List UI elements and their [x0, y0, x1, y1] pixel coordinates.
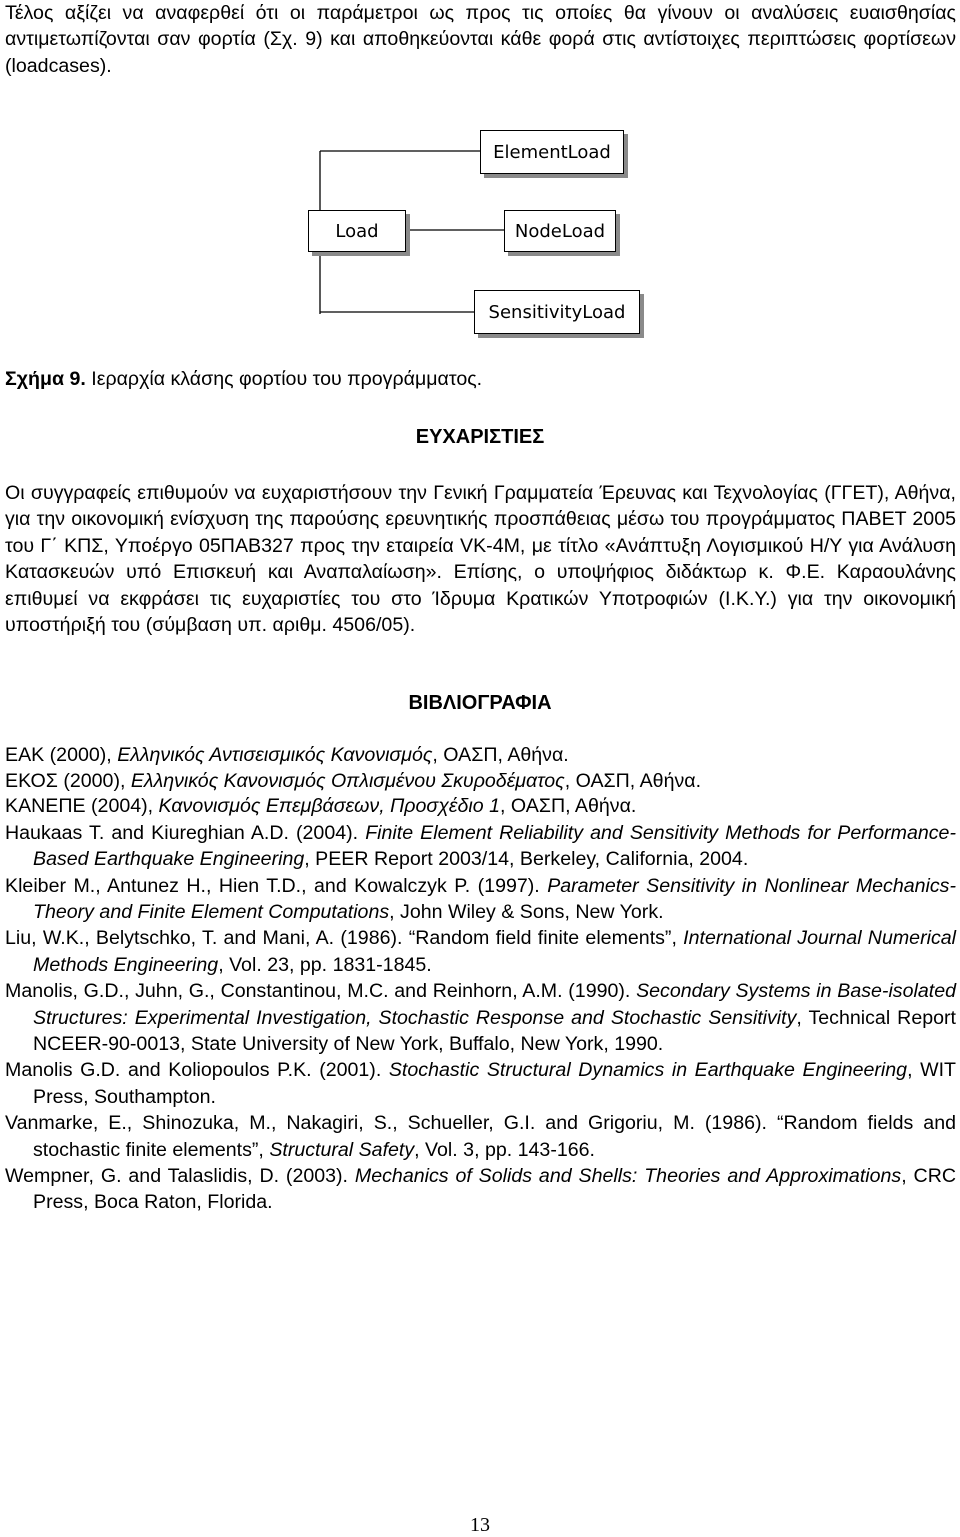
reference-item: Vanmarke, E., Shinozuka, M., Nakagiri, S., Schueller, G.I. and Grigoriu, M. (1986). “Random fields and stochastic finite elements”, Structural Safety, Vol. 3, pp. 143-166. — [5, 1112, 956, 1161]
node-sensitivity-load: SensitivityLoad — [474, 290, 640, 334]
reference-item: Haukaas T. and Kiureghian A.D. (2004). Finite Element Reliability and Sensitivity Methods for Performance-Based Earthquake Engineering, PEER Report 2003/14, Berkeley, California, 2004. — [5, 821, 956, 871]
acknowledgements-paragraph: Οι συγγραφείς επιθυμούν να ευχαριστήσουν την Γενική Γραμματεία Έρευνας και Τεχνολογίας (ΓΓΕΤ), Αθήνα, για την οικονομική ενίσχυση της παρούσης ερευνητικής προσπάθειας μέσω του προγράμματος ΠΑΒΕΤ 2005 του Γ΄ ΚΠΣ, Υποέργο 05ΠΑΒ327 προς την εταιρεία VK-4M, με τίτλο «Ανάπτυξη Λογισμικού Η/Υ για Ανάλυση Κατασκευών υπό Επισκευή και Αναπαλαίωση». Επίσης, ο υποψήφιος διδάκτωρ κ. Φ.Ε. Καραουλάνης επιθυμεί να εκφράσει τις ευχαριστίες του στο Ίδρυμα Κρατικών Υποτροφιών (Ι.Κ.Υ.) για την οικονομική υποστήριξή του (σύμβαση υπ. αριθμ. 4506/05). — [5, 482, 956, 637]
reference-item: Manolis G.D. and Koliopoulos P.K. (2001). Stochastic Structural Dynamics in Earthquake Engineering, WIT Press, Southampton. — [5, 1059, 956, 1108]
node-node-load: NodeLoad — [504, 210, 616, 252]
reference-item: ΕΚΟΣ (2000), Ελληνικός Κανονισμός Οπλισμένου Σκυροδέματος, ΟΑΣΠ, Αθήνα. — [5, 769, 702, 792]
reference-list — [5, 743, 956, 1216]
node-load: Load — [308, 210, 406, 252]
caption-label: Σχήμα 9. — [5, 368, 86, 390]
reference-item: Liu, W.K., Belytschko, T. and Mani, A. (1986). “Random field finite elements”, International Journal Numerical Methods Engineering, Vol. 23, pp. 1831-1845. — [5, 927, 956, 976]
node-element-load: ElementLoad — [480, 130, 624, 174]
reference-item: Manolis, G.D., Juhn, G., Constantinou, M.C. and Reinhorn, A.M. (1990). Secondary Systems in Base-isolated Structures: Experimental Investigation, Stochastic Response and Stochastic Sensitivity, Technical Report NCEER-90-0013, State University of New York, Buffalo, New York, 1990. — [5, 980, 956, 1056]
reference-item: Kleiber M., Antunez H., Hien T.D., and Kowalczyk P. (1997). Parameter Sensitivity in Nonlinear Mechanics-Theory and Finite Element Computations, John Wiley & Sons, New York. — [5, 874, 956, 923]
page-number: 13 — [470, 1514, 490, 1536]
reference-item: ΕΑΚ (2000), Ελληνικός Αντισεισμικός Κανονισμός, ΟΑΣΠ, Αθήνα. — [5, 744, 569, 766]
intro-paragraph: Τέλος αξίζει να αναφερθεί ότι οι παράμετροι ως προς τις οποίες θα γίνουν οι αναλύσεις ευαισθησίας αντιμετωπίζονται σαν φορτία (Σχ. 9) και αποθηκεύονται κάθε φορά στις αντίστοιχες περιπτώσεις φορτίσεων (loadcases). — [5, 2, 956, 77]
class-hierarchy-diagram — [300, 126, 650, 338]
reference-item: ΚΑΝΕΠΕ (2004), Κανονισμός Επεμβάσεων, Προσχέδιο 1, ΟΑΣΠ, Αθήνα. — [5, 795, 637, 818]
acknowledgements-heading: ΕΥΧΑΡΙΣΤΙΕΣ — [415, 426, 545, 448]
bibliography-heading: ΒΙΒΛΙΟΓΡΑΦΙΑ — [408, 692, 552, 714]
caption-text: Ιεραρχία κλάσης φορτίου του προγράμματος. — [85, 368, 483, 390]
reference-item: Wempner, G. and Talaslidis, D. (2003). Mechanics of Solids and Shells: Theories and Approximations, CRC Press, Boca Raton, Florida. — [5, 1165, 956, 1214]
figure-caption — [5, 366, 482, 392]
